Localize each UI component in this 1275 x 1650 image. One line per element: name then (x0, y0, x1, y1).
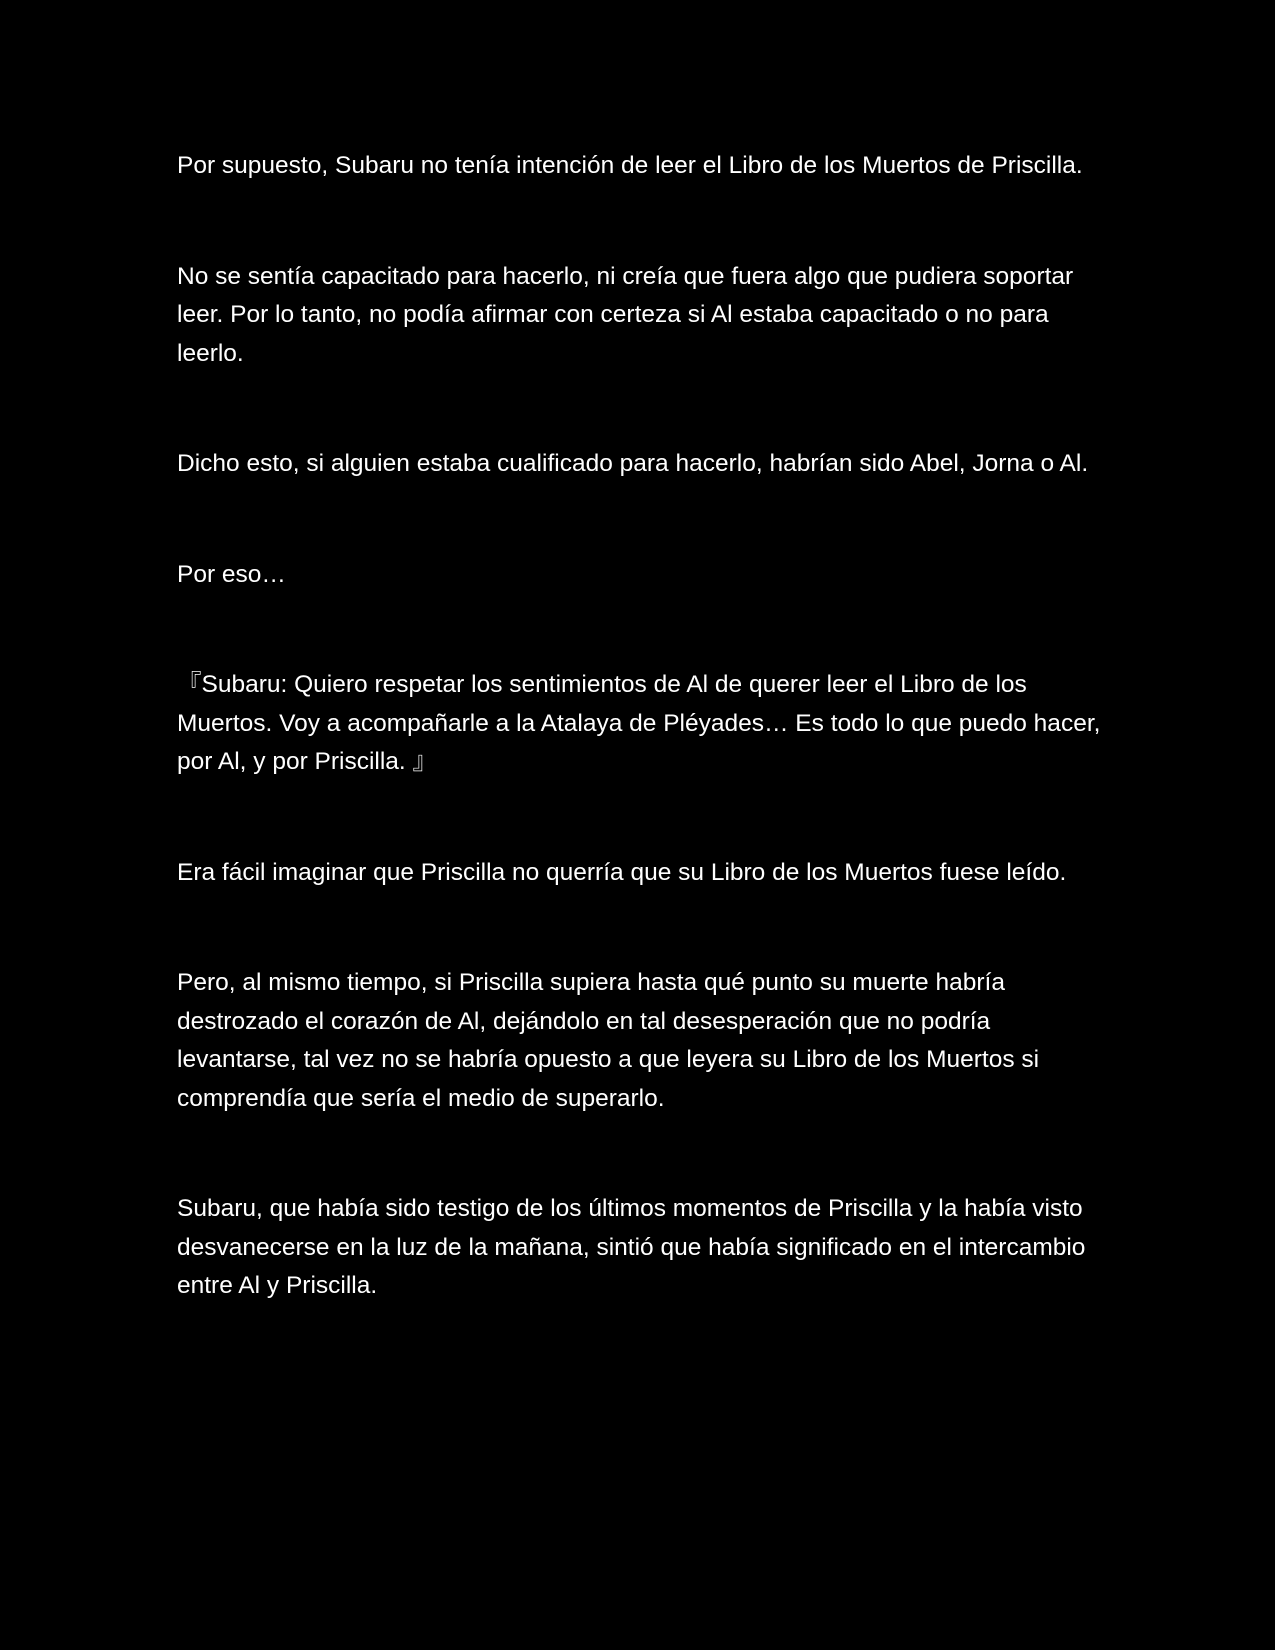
paragraph-3: Dicho esto, si alguien estaba cualificado para hacerlo, habrían sido Abel, Jorna o Al. (177, 450, 1089, 477)
paragraph-4: Por eso… (177, 560, 286, 588)
paragraph-5-dialogue: 『Subaru: Quiero respetar los sentimientos de Al de querer leer el Libro de los Muertos. Voy a acompañarle a la Atalaya de Pléyades… Es todo lo que puedo hacer, por Al, y por Priscilla. 』 (177, 671, 1101, 775)
paragraph-7: Pero, al mismo tiempo, si Priscilla supiera hasta qué punto su muerte habría destrozado el corazón de Al, dejándolo en tal desesperación que no podría levantarse, tal vez no se habría opuesto a que leyera su Libro de los Muertos si comprendía que sería el medio de superarlo. (177, 969, 1040, 1112)
document-body (177, 147, 1107, 1378)
paragraph-8: Subaru, que había sido testigo de los últimos momentos de Priscilla y la había visto desvanecerse en la luz de la mañana, sintió que había significado en el intercambio entre Al y Priscilla. (177, 1195, 1086, 1299)
paragraph-1: Por supuesto, Subaru no tenía intención de leer el Libro de los Muertos de Priscilla. (177, 152, 1083, 179)
paragraph-6: Era fácil imaginar que Priscilla no querría que su Libro de los Muertos fuese leído. (177, 858, 1067, 886)
paragraph-2: No se sentía capacitado para hacerlo, ni creía que fuera algo que pudiera soportar leer. Por lo tanto, no podía afirmar con certeza si Al estaba capacitado o no para leerlo. (177, 262, 1074, 367)
